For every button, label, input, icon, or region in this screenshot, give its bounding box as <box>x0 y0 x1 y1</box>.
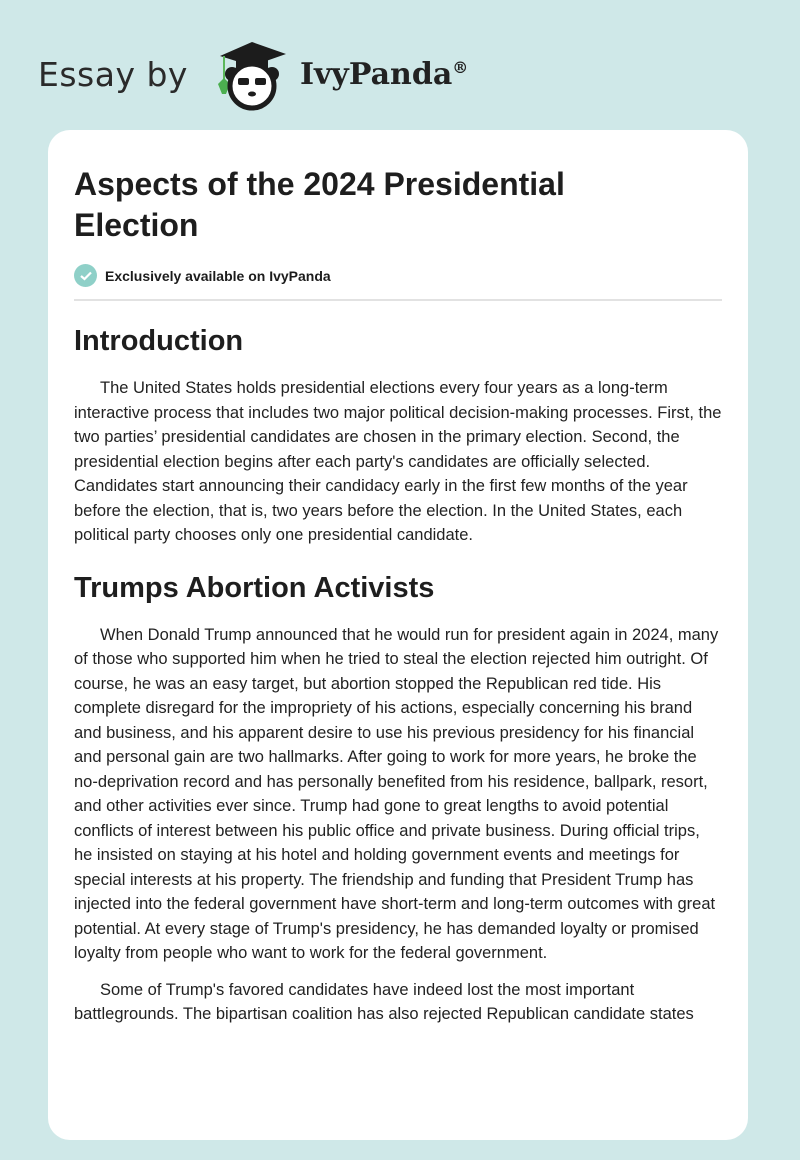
registered-mark: ® <box>452 57 469 77</box>
site-header <box>38 34 468 114</box>
section-heading: Trumps Abortion Activists <box>74 571 435 604</box>
page-title: Aspects of the 2024 Presidential Election <box>74 166 565 243</box>
essay-card <box>48 130 748 1140</box>
brand-text: IvyPanda <box>299 56 453 92</box>
essay-by-label: Essay by <box>38 54 188 94</box>
brand-name[interactable] <box>300 57 468 92</box>
paragraph: Some of Trump's favored candidates have indeed lost the most important battlegrounds. The bipartisan coalition has also rejected Republican candidate states <box>74 980 694 1023</box>
exclusive-badge <box>74 264 722 287</box>
badge-text: Exclusively available on IvyPanda <box>105 267 331 284</box>
paragraph: When Donald Trump announced that he would run for president again in 2024, many of those who supported him when he tried to steal the election rejected him outright. Of course, he was an easy target, but abortion stopped the Republican red tide. His complete disregard for the impropriety of his actions, especially concerning his brand and business, and his apparent desire to use his previous presidency for his financial and personal gain are two hallmarks. After going to work for more years, he broke the no-deprivation record and has personally benefited from his residence, ballpark, resort, and other activities ever since. Trump had gone to great lengths to avoid potential conflicts of interest between his public office and private business. During official trips, he insisted on staying at his hotel and holding government events and meetings for special interests at his property. The friendship and funding that President Trump has injected into the federal government have short-term and long-term outcomes with great potential. At every stage of Trump's presidency, he has demanded loyalty or promised loyalty from people who want to work for the federal government. <box>74 625 719 962</box>
section-heading: Introduction <box>74 325 244 357</box>
paragraph: The United States holds presidential elections every four years as a long-term interactive process that includes two major political decision-making processes. First, the two parties’ presidential candidates are chosen in the primary election. Second, the presidential election begins after each party's candidates are officially selected. Candidates start announcing their candidacy early in the first few months of the year before the election, that is, two years before the election. In the United States, each political party chooses only one presidential candidate. <box>74 379 722 544</box>
panda-logo-icon[interactable] <box>206 36 292 112</box>
check-icon <box>74 264 97 287</box>
divider <box>74 299 722 301</box>
